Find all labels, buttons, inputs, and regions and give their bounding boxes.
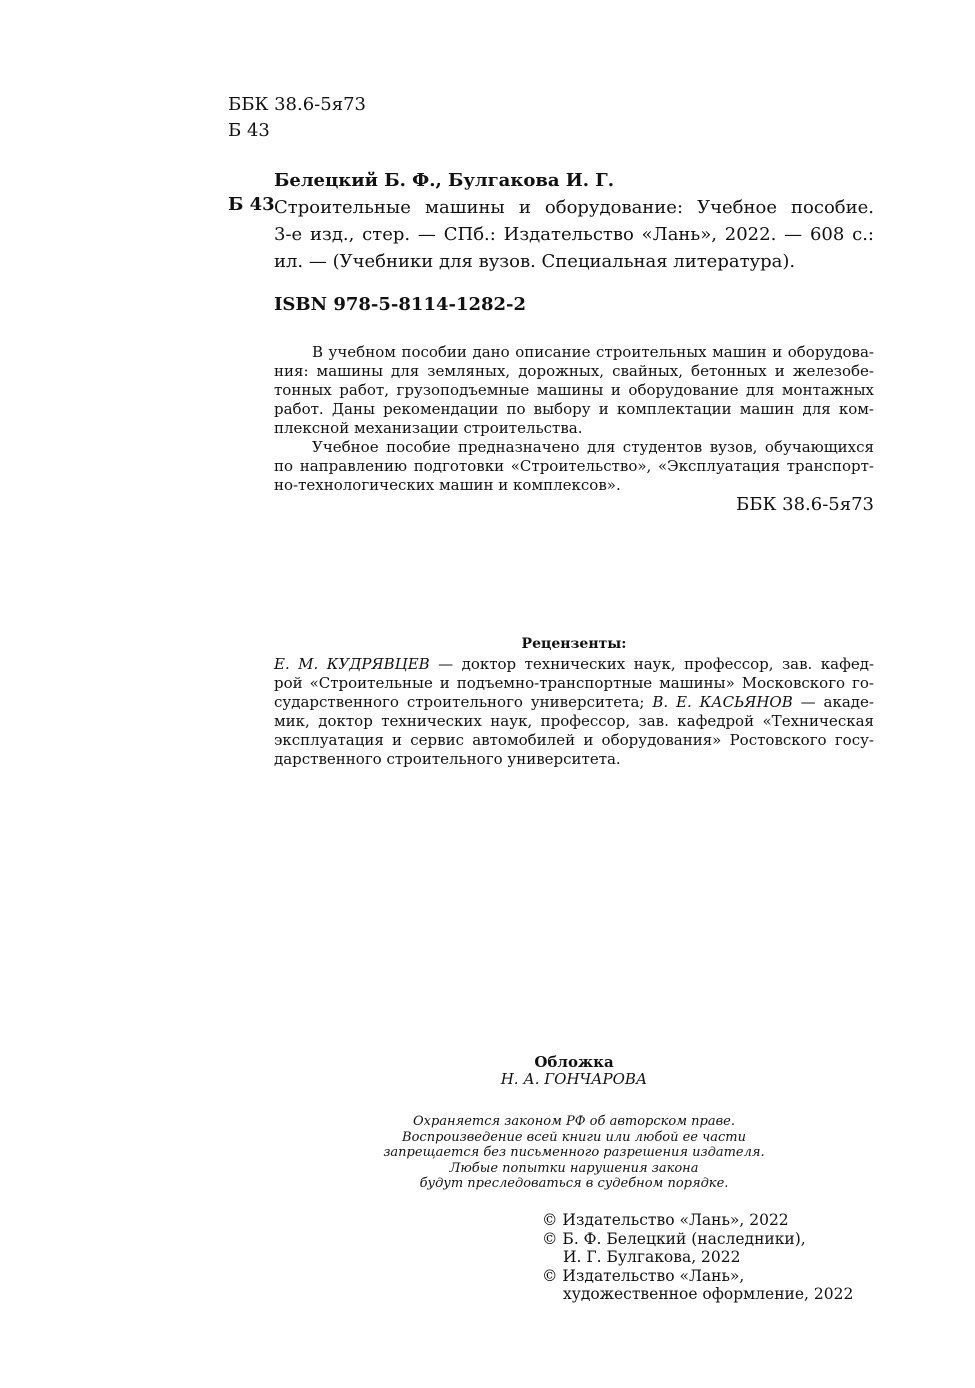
legal-line: будут преследоваться в судебном порядке. (419, 1176, 729, 1191)
bbk-code-bottom: ББК 38.6-5я73 (736, 494, 874, 515)
reviewer-name: Е. М. КУДРЯВЦЕВ (274, 655, 430, 673)
reviewers-text (274, 655, 874, 769)
abstract-line: но-технологических машин и комплексов». (274, 476, 621, 494)
reviewers-line: эксплуатация и сервис автомобилей и оборудования» Ростовского госу- (274, 731, 874, 749)
bibliographic-description (274, 194, 874, 275)
reviewers-line: мик, доктор технических наук, профессор, зав. кафедрой «Техническая (274, 712, 874, 730)
reviewers-line: рой «Строительные и подъемно-транспортные машины» Московского го- (274, 674, 874, 692)
abstract-line: ния: машины для земляных, дорожных, свайных, бетонных и железобе- (274, 362, 874, 380)
legal-line: Воспроизведение всей книги или любой ее части (402, 1129, 746, 1145)
reviewer-name: В. Е. КАСЬЯНОВ (652, 693, 793, 711)
cover-designer: Н. А. ГОНЧАРОВА (500, 1070, 648, 1088)
abstract-line: по направлению подготовки «Строительство», «Эксплуатация транспорт- (274, 457, 874, 475)
abstract-line: работ. Даны рекомендации по выбору и комплектации машин для ком- (274, 400, 874, 418)
authors: Белецкий Б. Ф., Булгакова И. Г. (274, 170, 614, 191)
abstract (274, 343, 874, 495)
reviewers-line: дарственного строительного университета. (274, 750, 621, 768)
legal-line: Любые попытки нарушения закона (449, 1160, 699, 1176)
isbn: ISBN 978-5-8114-1282-2 (274, 294, 527, 315)
reviewers-line: сударственного строительного университета; В. Е. КАСЬЯНОВ — акаде- (274, 693, 874, 711)
copyright-line: © Издательство «Лань», 2022 (542, 1211, 789, 1229)
legal-line: запрещается без письменного разрешения издателя. (383, 1145, 765, 1160)
copyright-block (542, 1211, 853, 1304)
abstract-line: Учебное пособие предназначено для студентов вузов, обучающихся (312, 438, 874, 456)
description-line: Строительные машины и оборудование: Учебное пособие. (274, 197, 874, 218)
copyright-line: И. Г. Булгакова, 2022 (563, 1248, 741, 1266)
bbk-block-top (228, 92, 366, 144)
legal-notice (274, 1114, 874, 1192)
copyright-line: © Издательство «Лань», (542, 1266, 745, 1285)
copyright-line: художественное оформление, 2022 (563, 1285, 854, 1303)
description-line: 3-е изд., стер. — СПб.: Издательство «Лань», 2022. — 608 с.: (274, 224, 874, 245)
author-mark-top: Б 43 (228, 120, 270, 141)
author-mark: Б 43 (228, 194, 275, 215)
abstract-line: В учебном пособии дано описание строительных машин и оборудова- (312, 343, 874, 361)
description-line: ил. — (Учебники для вузов. Специальная литература). (274, 251, 796, 272)
legal-line: Охраняется законом РФ об авторском праве. (413, 1114, 735, 1129)
abstract-line: тонных работ, грузоподъемные машины и оборудование для монтажных (274, 381, 874, 399)
reviewers-title: Рецензенты: (521, 636, 627, 652)
reviewers-line: Е. М. КУДРЯВЦЕВ — доктор технических наук, профессор, зав. кафед- (274, 655, 875, 673)
abstract-line: плексной механизации строительства. (274, 419, 583, 437)
copyright-line: © Б. Ф. Белецкий (наследники), (542, 1229, 806, 1248)
bbk-code: ББК 38.6-5я73 (228, 94, 366, 115)
cover-title: Обложка (534, 1053, 614, 1071)
